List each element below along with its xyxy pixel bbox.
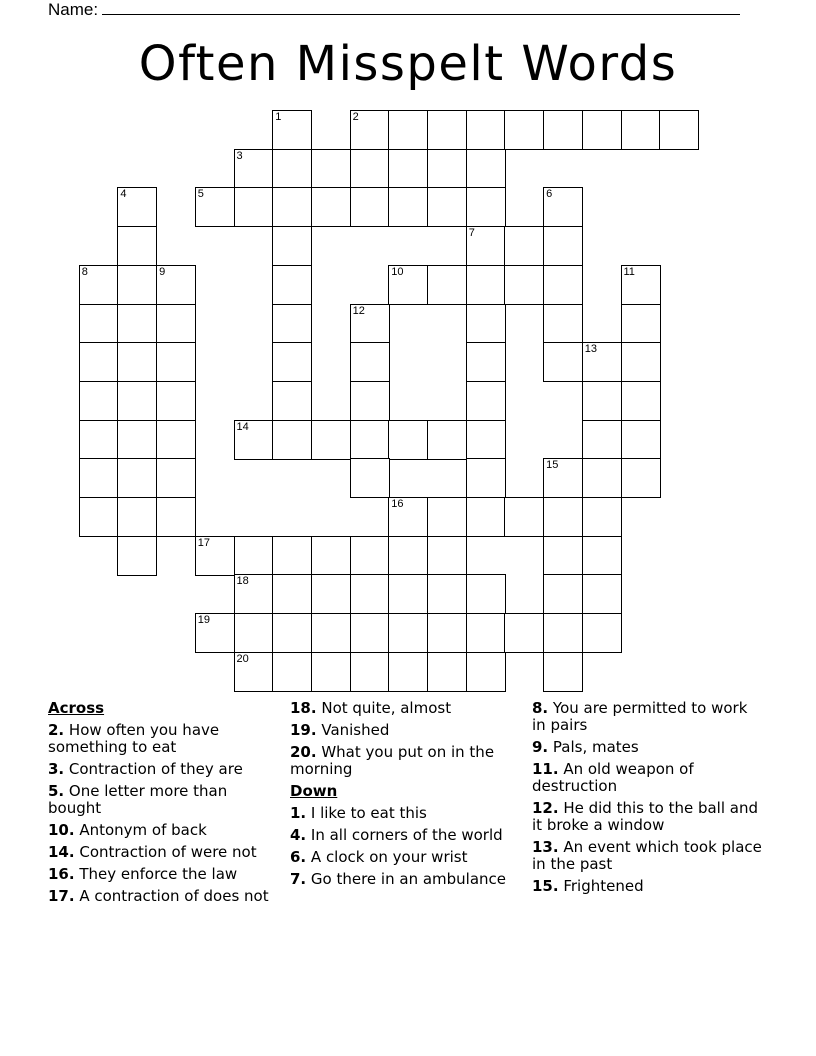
clue-number-label: 16.: [48, 865, 75, 883]
crossword-cell[interactable]: [466, 110, 506, 150]
crossword-cell[interactable]: [543, 265, 583, 305]
crossword-cell[interactable]: [543, 497, 583, 537]
clue-text: I like to eat this: [306, 804, 427, 822]
crossword-cell[interactable]: [543, 536, 583, 576]
crossword-cell[interactable]: [388, 187, 428, 227]
crossword-cell[interactable]: [466, 304, 506, 344]
crossword-cell[interactable]: [582, 613, 622, 653]
crossword-cell[interactable]: [582, 381, 622, 421]
crossword-cell[interactable]: [350, 574, 390, 614]
crossword-cell[interactable]: [543, 304, 583, 344]
crossword-cell[interactable]: [272, 613, 312, 653]
crossword-cell[interactable]: [388, 420, 428, 460]
clue-text: An old weapon of destruction: [532, 760, 694, 795]
crossword-cell[interactable]: [621, 304, 661, 344]
crossword-cell[interactable]: [427, 187, 467, 227]
clues-column-1: [48, 700, 276, 910]
clue-number: 3: [236, 149, 243, 162]
crossword-cell[interactable]: [272, 110, 312, 150]
crossword-cell[interactable]: [234, 536, 274, 576]
crossword-cell[interactable]: [117, 420, 157, 460]
crossword-cell[interactable]: [311, 536, 351, 576]
crossword-cell[interactable]: [272, 304, 312, 344]
clue-number-label: 10.: [48, 821, 75, 839]
clue-text: Go there in an ambulance: [306, 870, 507, 888]
crossword-cell[interactable]: [621, 265, 661, 305]
clue-text: Contraction of were not: [74, 843, 257, 861]
page-title: Often Misspelt Words: [138, 36, 678, 92]
clue-item: [48, 888, 276, 905]
crossword-cell[interactable]: [156, 497, 196, 537]
clue-number: 4: [120, 188, 127, 201]
crossword-cell[interactable]: [621, 381, 661, 421]
crossword-cell[interactable]: [466, 265, 506, 305]
clue-text: Frightened: [558, 877, 644, 895]
clue-text: One letter more than bought: [48, 782, 228, 817]
clue-text: A clock on your wrist: [306, 848, 468, 866]
crossword-cell[interactable]: [388, 536, 428, 576]
crossword-cell[interactable]: [272, 226, 312, 266]
crossword-cell[interactable]: [311, 187, 351, 227]
clue-item: [532, 839, 762, 873]
crossword-cell[interactable]: [582, 574, 622, 614]
crossword-cell[interactable]: [311, 613, 351, 653]
crossword-cell[interactable]: [504, 265, 544, 305]
crossword-cell[interactable]: [621, 110, 661, 150]
crossword-cell[interactable]: [350, 110, 390, 150]
clues-column-2: [290, 700, 516, 893]
clue-item: [532, 878, 762, 895]
crossword-cell[interactable]: [427, 265, 467, 305]
crossword-cell[interactable]: [543, 342, 583, 382]
crossword-cell[interactable]: [117, 342, 157, 382]
clue-item: [48, 822, 276, 839]
crossword-cell[interactable]: [466, 381, 506, 421]
crossword-cell[interactable]: [504, 226, 544, 266]
crossword-cell[interactable]: [582, 110, 622, 150]
clue-item: [48, 844, 276, 861]
crossword-cell[interactable]: [504, 110, 544, 150]
crossword-cell[interactable]: [427, 149, 467, 189]
crossword-cell[interactable]: [117, 497, 157, 537]
clue-number-label: 19.: [290, 721, 317, 739]
crossword-cell[interactable]: [582, 458, 622, 498]
clue-item: [290, 871, 516, 888]
crossword-cell[interactable]: [195, 187, 235, 227]
crossword-cell[interactable]: [350, 187, 390, 227]
clue-text: They enforce the law: [74, 865, 238, 883]
clue-text: Not quite, almost: [316, 699, 452, 717]
crossword-cell[interactable]: [388, 149, 428, 189]
crossword-cell[interactable]: [427, 110, 467, 150]
clue-number: 15: [546, 459, 559, 472]
clue-text: You are permitted to work in pairs: [532, 699, 748, 734]
crossword-cell[interactable]: [466, 458, 506, 498]
clue-number-label: 20.: [290, 743, 317, 761]
clue-text: A contraction of does not: [74, 887, 269, 905]
crossword-cell[interactable]: [272, 381, 312, 421]
crossword-cell[interactable]: [79, 420, 119, 460]
crossword-cell[interactable]: [427, 613, 467, 653]
crossword-cell[interactable]: [79, 304, 119, 344]
name-field[interactable]: [48, 0, 740, 20]
crossword-cell[interactable]: [388, 497, 428, 537]
crossword-cell[interactable]: [543, 613, 583, 653]
crossword-cell[interactable]: [156, 381, 196, 421]
clue-number-label: 3.: [48, 760, 65, 778]
clue-number: 12: [352, 304, 365, 317]
clue-item: [532, 739, 762, 756]
crossword-cell[interactable]: [543, 187, 583, 227]
crossword-cell[interactable]: [543, 458, 583, 498]
crossword-cell[interactable]: [79, 497, 119, 537]
clue-text: Vanished: [316, 721, 390, 739]
down-clue-list-continued: [532, 700, 762, 895]
clue-text: How often you have something to eat: [48, 721, 220, 756]
name-underline[interactable]: [102, 0, 740, 15]
crossword-cell[interactable]: [272, 265, 312, 305]
crossword-cell[interactable]: [350, 149, 390, 189]
crossword-cell[interactable]: [427, 497, 467, 537]
crossword-cell[interactable]: [427, 652, 467, 692]
crossword-cell[interactable]: [195, 536, 235, 576]
clue-number: 17: [197, 536, 211, 549]
across-clue-list-continued: [290, 700, 516, 778]
crossword-cell[interactable]: [117, 265, 157, 305]
crossword-cell[interactable]: [582, 497, 622, 537]
clue-number: 9: [159, 265, 166, 278]
clue-item: [532, 700, 762, 734]
clue-number-label: 6.: [290, 848, 307, 866]
clue-item: [532, 761, 762, 795]
crossword-cell[interactable]: [117, 536, 157, 576]
crossword-cell[interactable]: [234, 613, 274, 653]
clue-item: [48, 783, 276, 817]
clue-number-label: 5.: [48, 782, 65, 800]
clue-item: [290, 805, 516, 822]
crossword-cell[interactable]: [234, 420, 274, 460]
clue-number: 7: [468, 227, 475, 240]
crossword-cell[interactable]: [466, 613, 506, 653]
clue-item: [290, 744, 516, 778]
crossword-cell[interactable]: [311, 574, 351, 614]
crossword-cell[interactable]: [621, 420, 661, 460]
crossword-cell[interactable]: [543, 652, 583, 692]
clue-text: In all corners of the world: [306, 826, 503, 844]
crossword-cell[interactable]: [272, 536, 312, 576]
clue-number-label: 8.: [532, 699, 549, 717]
crossword-cell[interactable]: [582, 536, 622, 576]
across-heading: Across: [48, 699, 105, 717]
clue-number-label: 4.: [290, 826, 307, 844]
crossword-cell[interactable]: [234, 652, 274, 692]
crossword-cell[interactable]: [117, 304, 157, 344]
crossword-cell[interactable]: [427, 536, 467, 576]
down-heading: Down: [290, 782, 338, 800]
crossword-cell[interactable]: [311, 149, 351, 189]
crossword-cell[interactable]: [543, 110, 583, 150]
clue-number: 20: [236, 652, 249, 665]
crossword-cell[interactable]: [79, 381, 119, 421]
crossword-cell[interactable]: [311, 420, 351, 460]
crossword-cell[interactable]: [466, 187, 506, 227]
crossword-cell[interactable]: [388, 613, 428, 653]
crossword-cell[interactable]: [621, 458, 661, 498]
crossword-cell[interactable]: [350, 342, 390, 382]
clue-item: [48, 761, 276, 778]
crossword-cell[interactable]: [466, 420, 506, 460]
clue-number-label: 11.: [532, 760, 559, 778]
crossword-cell[interactable]: [388, 110, 428, 150]
crossword-cell[interactable]: [272, 187, 312, 227]
crossword-cell[interactable]: [272, 149, 312, 189]
clue-number-label: 12.: [532, 799, 559, 817]
clue-item: [290, 827, 516, 844]
clue-number-label: 9.: [532, 738, 549, 756]
crossword-cell[interactable]: [117, 458, 157, 498]
clue-item: [290, 700, 516, 717]
crossword-cell[interactable]: [427, 574, 467, 614]
clue-number: 11: [623, 265, 635, 278]
clue-number: 6: [546, 188, 553, 201]
crossword-cell[interactable]: [117, 381, 157, 421]
crossword-cell[interactable]: [156, 458, 196, 498]
crossword-cell[interactable]: [466, 342, 506, 382]
clue-number: 13: [584, 343, 598, 356]
crossword-cell[interactable]: [156, 342, 196, 382]
clue-text: He did this to the ball and it broke a window: [532, 799, 758, 834]
crossword-cell[interactable]: [311, 652, 351, 692]
crossword-cell[interactable]: [466, 652, 506, 692]
crossword-cell[interactable]: [466, 497, 506, 537]
crossword-cell[interactable]: [659, 110, 699, 150]
clue-number-label: 13.: [532, 838, 559, 856]
crossword-cell[interactable]: [234, 574, 274, 614]
crossword-cell[interactable]: [195, 613, 235, 653]
clue-number-label: 15.: [532, 877, 559, 895]
down-clue-list: [290, 805, 516, 888]
crossword-cell[interactable]: [504, 613, 544, 653]
clue-text: What you put on in the morning: [290, 743, 495, 778]
crossword-cell[interactable]: [79, 458, 119, 498]
clue-number: 8: [81, 265, 88, 278]
clue-number-label: 18.: [290, 699, 317, 717]
clue-number: 2: [352, 111, 359, 123]
crossword-cell[interactable]: [543, 574, 583, 614]
crossword-cell[interactable]: [388, 652, 428, 692]
clue-number: 19: [197, 614, 211, 627]
clue-item: [48, 722, 276, 756]
crossword-cell[interactable]: [272, 342, 312, 382]
clue-number: 18: [236, 575, 249, 588]
crossword-cell[interactable]: [350, 613, 390, 653]
crossword-cell[interactable]: [388, 265, 428, 305]
clue-text: Contraction of they are: [64, 760, 243, 778]
crossword-cell[interactable]: [350, 420, 390, 460]
crossword-cell[interactable]: [350, 536, 390, 576]
crossword-cell[interactable]: [117, 187, 157, 227]
crossword-cell[interactable]: [234, 149, 274, 189]
crossword-cell[interactable]: [504, 497, 544, 537]
name-label: Name:: [48, 0, 99, 19]
crossword-cell[interactable]: [272, 574, 312, 614]
crossword-cell[interactable]: [79, 265, 119, 305]
crossword-cell[interactable]: [117, 226, 157, 266]
crossword-cell[interactable]: [156, 420, 196, 460]
crossword-cell[interactable]: [466, 149, 506, 189]
clue-number-label: 17.: [48, 887, 75, 905]
clue-number: 16: [391, 498, 404, 510]
clue-text: An event which took place in the past: [532, 838, 762, 873]
crossword-cell[interactable]: [272, 420, 312, 460]
crossword-cell[interactable]: [582, 342, 622, 382]
crossword-cell[interactable]: [582, 420, 622, 460]
clue-number-label: 1.: [290, 804, 307, 822]
crossword-cell[interactable]: [350, 458, 390, 498]
crossword-cell[interactable]: [388, 574, 428, 614]
crossword-cell[interactable]: [272, 652, 312, 692]
clue-item: [290, 722, 516, 739]
clue-item: [290, 849, 516, 866]
clue-number: 5: [197, 188, 204, 201]
crossword-cell[interactable]: [156, 304, 196, 344]
crossword-cell[interactable]: [350, 381, 390, 421]
crossword-cell[interactable]: [156, 265, 196, 305]
clue-text: Antonym of back: [74, 821, 207, 839]
crossword-cell[interactable]: [79, 342, 119, 382]
clue-number-label: 7.: [290, 870, 307, 888]
clue-text: Pals, mates: [548, 738, 639, 756]
crossword-cell[interactable]: [234, 187, 274, 227]
crossword-cell[interactable]: [350, 652, 390, 692]
crossword-cell[interactable]: [427, 420, 467, 460]
crossword-cell[interactable]: [466, 574, 506, 614]
clues-column-3: [532, 700, 762, 900]
clue-number: 1: [275, 111, 282, 123]
clue-number-label: 14.: [48, 843, 75, 861]
clue-number: 10: [391, 265, 404, 278]
crossword-cell[interactable]: [350, 304, 390, 344]
crossword-cell[interactable]: [466, 226, 506, 266]
clue-item: [532, 800, 762, 834]
clue-number: 14: [236, 420, 249, 433]
crossword-cell[interactable]: [543, 226, 583, 266]
clue-item: [48, 866, 276, 883]
across-clue-list: [48, 722, 276, 905]
clue-number-label: 2.: [48, 721, 65, 739]
crossword-cell[interactable]: [621, 342, 661, 382]
